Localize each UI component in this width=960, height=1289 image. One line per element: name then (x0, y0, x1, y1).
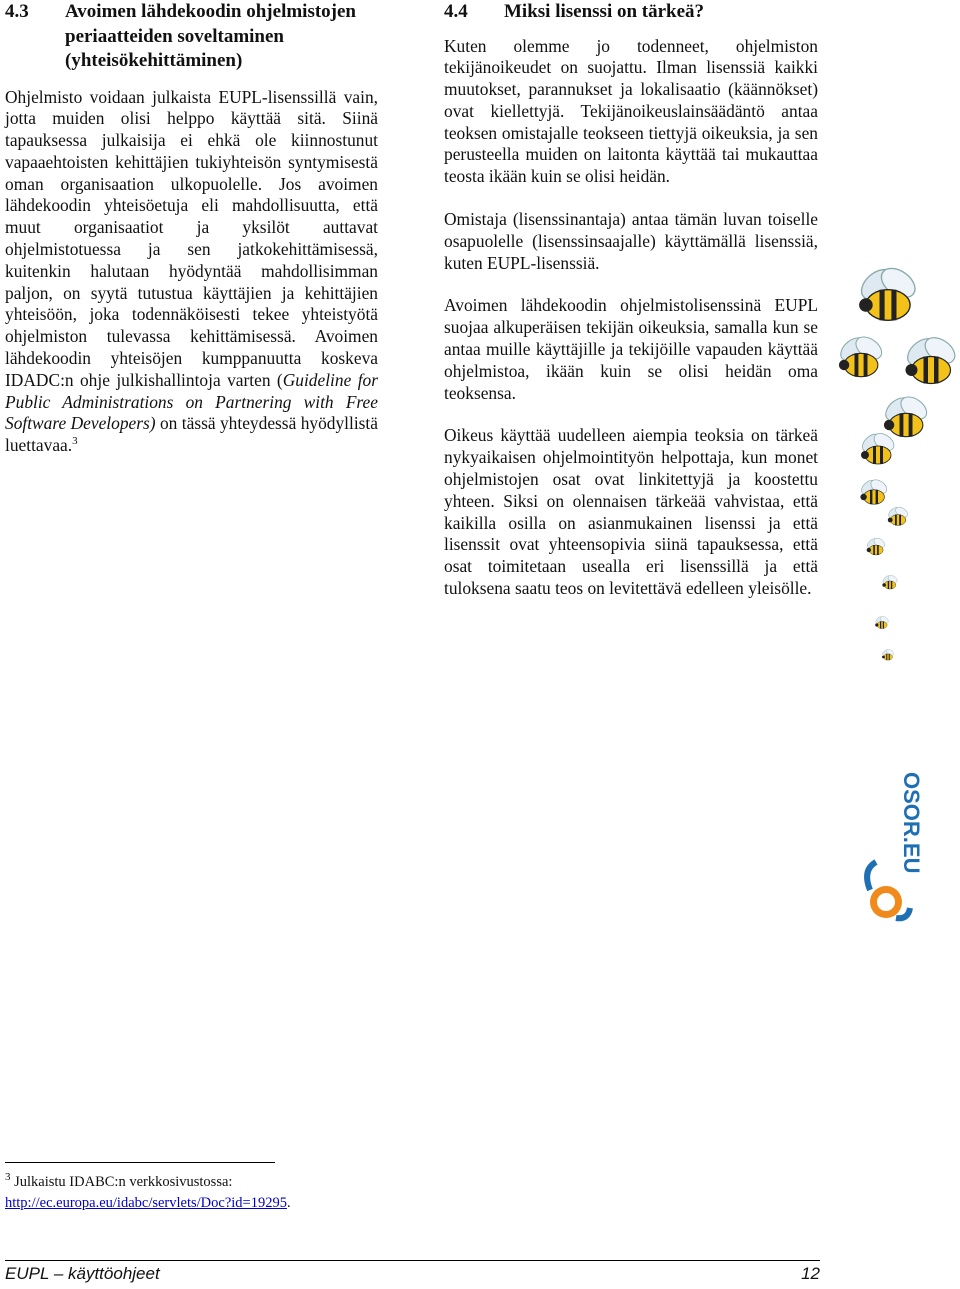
right-column (444, 0, 818, 621)
footnote-divider (5, 1162, 275, 1163)
section-heading-4-4 (444, 0, 818, 25)
section-number: 4.4 (444, 1, 468, 22)
page-footer (5, 1264, 820, 1284)
footnote-text: Julkaistu IDABC:n verkkosivustossa: (14, 1174, 233, 1190)
paragraph: Oikeus käyttää uudelleen aiempia teoksia on tärkeä nykyaikaisen ohjelmointityön helpottaja, kun monet ohjelmistojen osat ovat linkitettyjä ja koostettu yhteen. Siksi on olennaisen tärkeää vahvistaa, että kaikilla osilla on asianmukainen lisenssi ja että lisenssit ovat yhteensopivia siinä tapauksessa, että osat toimitetaan usealla eri lisenssillä ja että tuloksena saatu teos on levitettävä edelleen yleisölle. (444, 425, 818, 599)
footnote-number: 3 (5, 1171, 11, 1184)
bee-icon (903, 332, 960, 383)
paragraph: Avoimen lähdekoodin ohjelmistolisenssinä EUPL suojaa alkuperäisen tekijän oikeuksia, samalla kun se antaa muille käyttäjille ja tekijöille vapauden käyttää ohjelmistoa, ikään kuin se olisi heidän oma teoksensa. (444, 295, 818, 403)
footnote (5, 1172, 505, 1214)
section-4-4-body (444, 36, 818, 600)
footnote-link[interactable]: http://ec.europa.eu/idabc/servlets/Doc?id=19295 (5, 1195, 287, 1211)
bee-icon (881, 648, 894, 660)
bee-icon (887, 505, 910, 525)
bee-icon (874, 615, 889, 629)
footnote-reference[interactable]: 3 (72, 435, 78, 448)
left-column (5, 0, 378, 478)
page-number: 12 (801, 1264, 820, 1283)
footnote-link-suffix: . (286, 1195, 291, 1211)
guideline-title: Guideline for Public Administrations on Partnering with Free Software Developers) (5, 369, 378, 434)
footer-divider (5, 1260, 820, 1261)
section-number: 4.3 (5, 1, 29, 22)
bee-icon (859, 430, 897, 464)
bee-icon (881, 574, 898, 589)
osor-logo (856, 770, 928, 930)
paragraph-tail: on tässä yhteydessä hyödyllistä luettavaa. (5, 413, 378, 456)
logo-text: OSOR.EU (899, 772, 924, 874)
document-title: EUPL – käyttöohjeet (5, 1264, 160, 1283)
section-title: Avoimen lähdekoodin ohjelmistojen periaatteiden soveltaminen (yhteisökehittäminen) (65, 1, 357, 71)
paragraph: Omistaja (lisenssinantaja) antaa tämän luvan toiselle osapuolelle (lisenssinsaajalle) käyttämällä lisenssiä, kuten EUPL-lisenssiä. (444, 209, 818, 273)
bee-icon (881, 392, 930, 436)
bee-icon (856, 265, 921, 320)
bees-illustration (836, 265, 960, 665)
section-4-3-paragraph (5, 87, 378, 458)
paragraph-text: Ohjelmisto voidaan julkaista EUPL-lisenssillä vain, jotta muiden olisi helppo käyttää sitä. Siinä tapauksessa julkaisija ei ehkä ole kiinnostunut vapaaehtoisten kehittäjien tukiyhteisön syntymisestä oman organisaation ulkopuolelle. Jos avoimen lähdekoodin yhteisöetuja eli mahdollisuutta, että muut organisaatiot ja yksilöt auttavat ohjelmistotuessa ja sen jatkokehittämisessä, kuitenkin halutaan hyödyntää mahdollisimman paljon, on syytä tutustua käyttäjien ja kehittäjien yhteisöön, joka todennäköisesti tekee yhteistyötä ohjelmiston tulevassa kehittämisessä. Avoimen lähdekoodin yhteisöjen kumppanuutta koskeva IDADC:n ohje julkishallintoja varten ( (5, 86, 378, 390)
section-title: Miksi lisenssi on tärkeä? (504, 1, 705, 22)
paragraph: Kuten olemme jo todenneet, ohjelmiston tekijänoikeudet on suojattu. Ilman lisenssiä kaikki muutokset, parannukset ja lokalisaatio (käännökset) ovat kiellettyjä. Tekijänoikeuslainsäädäntö antaa teoksen omistajalle teokseen tiettyjä oikeuksia, ja sen perusteella muiden on laitonta käyttää tai mukauttaa teosta ikään kuin se olisi heidän. (444, 35, 818, 187)
bee-icon (836, 332, 885, 376)
bee-icon (866, 536, 887, 555)
bee-icon (859, 477, 889, 504)
section-heading-4-3 (5, 0, 378, 74)
